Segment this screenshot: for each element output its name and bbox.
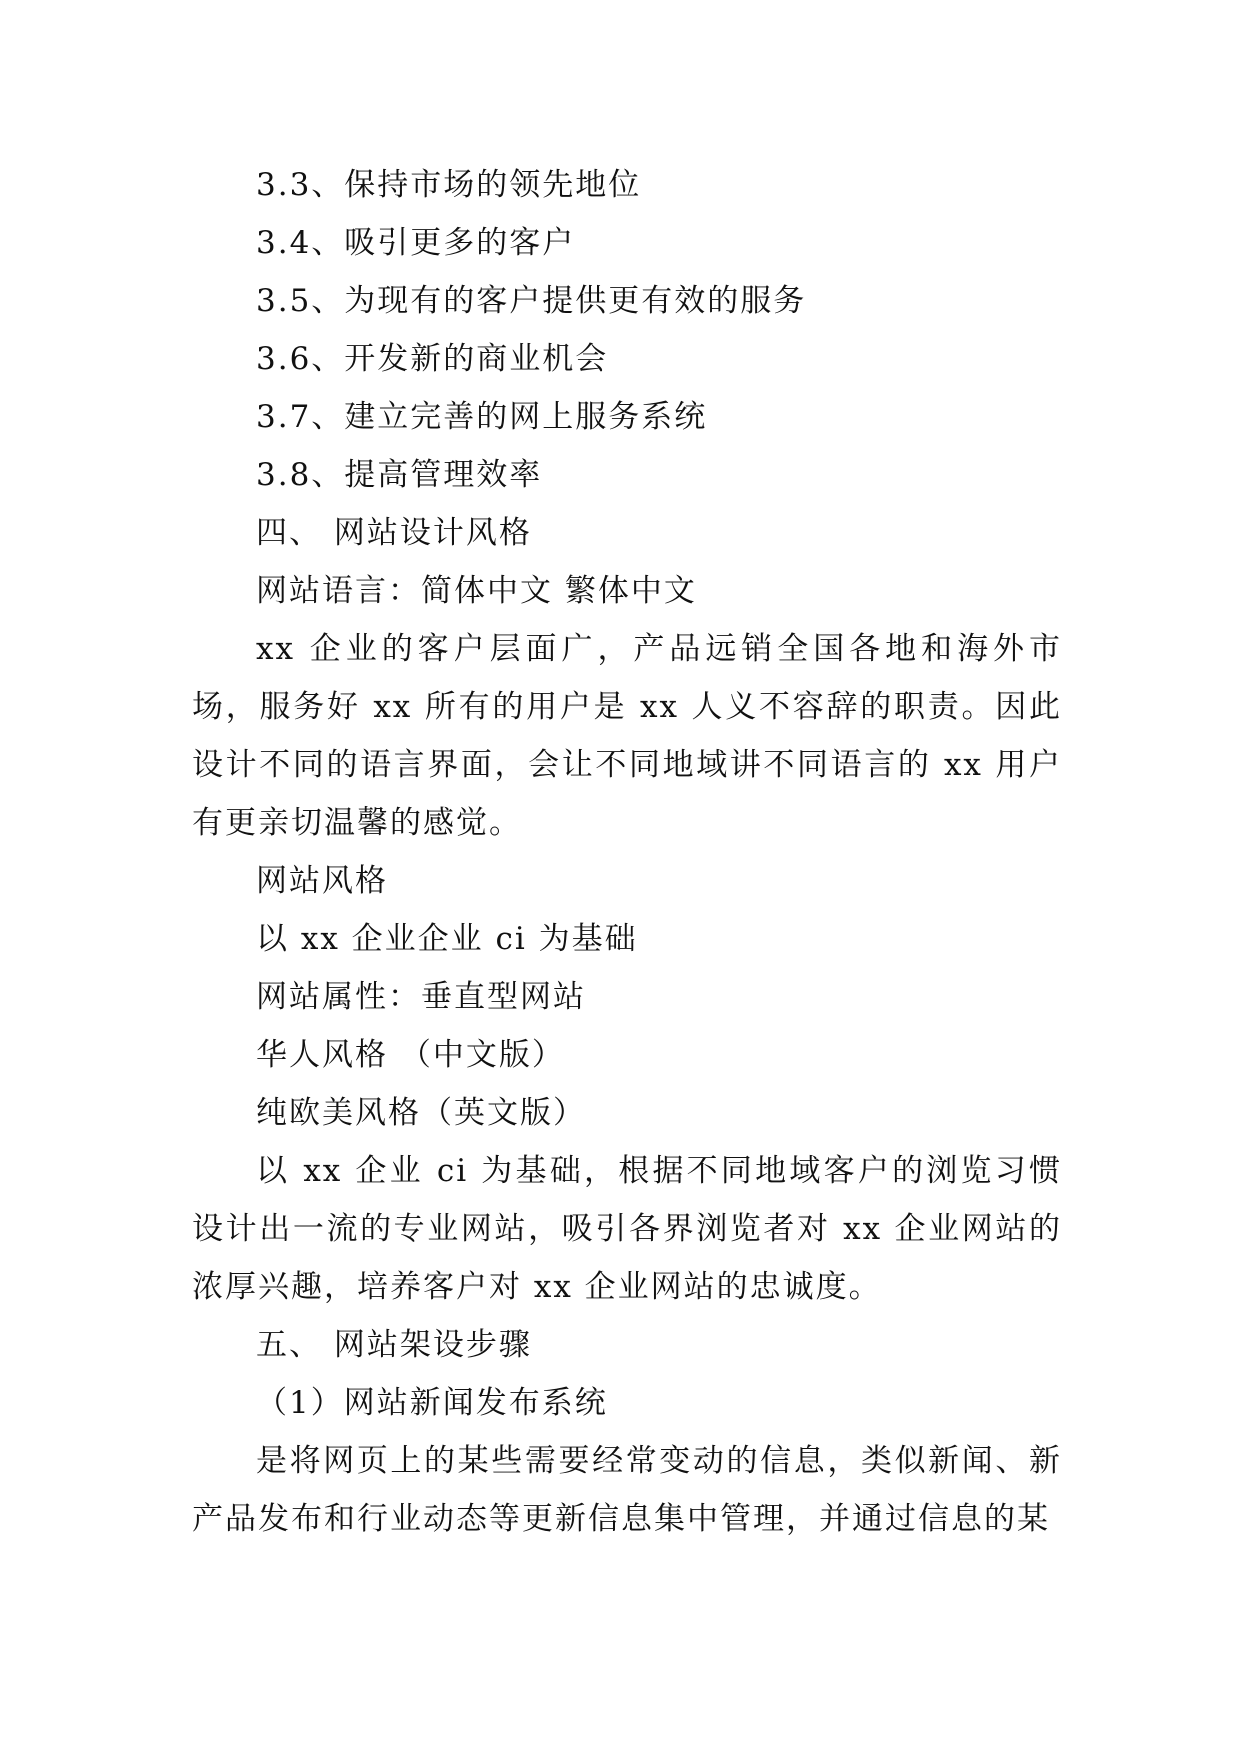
chinese-style-line: 华人风格 （中文版） (256, 1037, 565, 1073)
list-item-3-3: 3.3、保持市场的领先地位 (256, 167, 642, 203)
news-system-paragraph: 是将网页上的某些需要经常变动的信息，类似新闻、新产品发布和行业动态等更新信息集中管理，并通过信息的某 (192, 1443, 1062, 1537)
section-5-heading: 五、 网站架设步骤 (256, 1327, 532, 1363)
section-4-heading: 四、 网站设计风格 (256, 515, 532, 551)
list-item-3-4: 3.4、吸引更多的客户 (256, 225, 576, 261)
list-item-3-8: 3.8、提高管理效率 (256, 457, 543, 493)
website-attribute-line: 网站属性：垂直型网站 (256, 979, 586, 1015)
english-style-line: 纯欧美风格（英文版） (256, 1095, 586, 1131)
list-item-3-6: 3.6、开发新的商业机会 (256, 341, 609, 377)
list-item-3-7: 3.7、建立完善的网上服务系统 (256, 399, 708, 435)
website-style-heading: 网站风格 (256, 863, 388, 899)
style-paragraph: 以 xx 企业 ci 为基础，根据不同地域客户的浏览习惯设计出一流的专业网站，吸引各界浏览者对 xx 企业网站的浓厚兴趣，培养客户对 xx 企业网站的忠诚度。 (192, 1153, 1062, 1305)
website-language-line: 网站语言：简体中文 繁体中文 (256, 573, 697, 609)
document-body (192, 156, 1062, 1548)
language-paragraph: xx 企业的客户层面广，产品远销全国各地和海外市场，服务好 xx 所有的用户是 xx 人义不容辞的职责。因此设计不同的语言界面，会让不同地域讲不同语言的 xx 用户有更亲切温馨的感觉。 (192, 631, 1062, 841)
ci-basis-line: 以 xx 企业企业 ci 为基础 (256, 921, 638, 957)
subsection-1-heading: （1）网站新闻发布系统 (256, 1385, 608, 1421)
list-item-3-5: 3.5、为现有的客户提供更有效的服务 (256, 283, 807, 319)
